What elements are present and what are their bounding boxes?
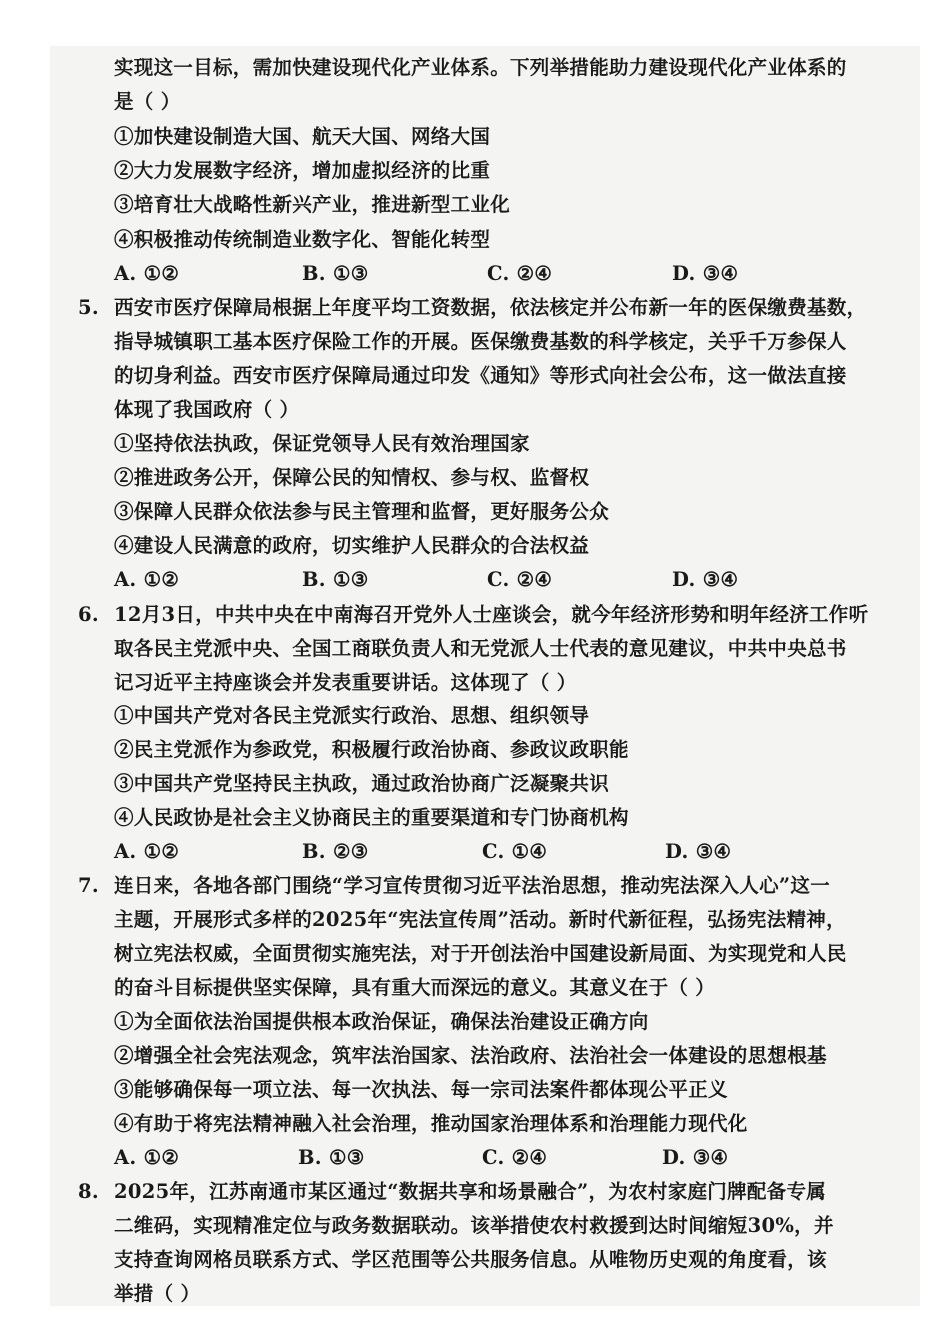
q4-option-a: A. ①② (114, 262, 180, 285)
q5-option-c: C. ②④ (487, 568, 553, 591)
q4-option-b: B. ①③ (302, 262, 369, 285)
q6-number: 6. (78, 603, 99, 626)
q6-option-c: C. ①④ (482, 840, 548, 863)
q5-option-a: A. ①② (114, 568, 180, 591)
q8-number: 8. (78, 1180, 99, 1203)
q7-number: 7. (78, 874, 99, 897)
q5-number: 5. (78, 296, 99, 319)
q4-option-d: D. ③④ (672, 262, 739, 285)
q6-option-a: A. ①② (114, 840, 180, 863)
q7-option-a: A. ①② (114, 1146, 180, 1169)
q7-option-b: B. ①③ (298, 1146, 365, 1169)
q6-option-b: B. ②③ (302, 840, 369, 863)
q4-option-c: C. ②④ (487, 262, 553, 285)
q5-option-d: D. ③④ (672, 568, 739, 591)
q6-option-d: D. ③④ (665, 840, 732, 863)
exam-page: 实现这一目标，需加快建设现代化产业体系。下列举措能助力建设现代化产业体系的 是（ ） ①加快建设制造大国、航天大国、网络大国 ②大力发展数字经济，增加虚拟经济的比重 ③培育壮大战略性新兴产业，推进新型工业化 ④积极推动传统制造业数字化、智能化转型 A. ①② B. ①③ C. ②④ D. ③④ 5. 西安市医疗保障局根据上年度平均工资数据，依法核定并公布新一年的医保缴费基数， 指导城镇职工基本医疗保险工作的开展。医保缴费基数的科学核定，关乎千万参保人 的切身利益。西安市医疗保障局通过印发《通知》等形式向社会公布，这一做法直接 体现了我国政府（ ） ①坚持依法执政，保证党领导人民有效治理国家 ②推进政务公开，保障公民的知情权、参与权、监督权 ③保障人民群众依法参与民主管理和监督，更好服务公众 ④建设人民满意的政府，切实维护人民群众的合法权益 A. ①② B. ①③ C. ②④ D. ③④ 6. 12月3日，中共中央在中南海召开党外人士座谈会，就今年经济形势和明年经济工作听 取各民主党派中央、全国工商联负责人和无党派人士代表的意见建议，中共中央总书 记习近平主持座谈会并发表重要讲话。这体现了（ ） ①中国共产党对各民主党派实行政治、思想、组织领导 ②民主党派作为参政党，积极履行政治协商、参政议政职能 ③中国共产党坚持民主执政，通过政治协商广泛凝聚共识 ④人民政协是社会主义协商民主的重要渠道和专门协商机构 A. ①② B. ②③ C. ①④ D. ③④ 7. 连日来，各地各部门围绕“学习宣传贯彻习近平法治思想，推动宪法深入人心”这一 主题，开展形式多样的2025年“宪法宣传周”活动。新时代新征程，弘扬宪法精神， 树立宪法权威，全面贯彻实施宪法，对于开创法治中国建设新局面、为实现党和人民 的奋斗目标提供坚实保障，具有重大而深远的意义。其意义在于（ ） ①为全面依法治国提供根本政治保证，确保法治建设正确方向 ②增强全社会宪法观念，筑牢法治国家、法治政府、法治社会一体建设的思想根基 ③能够确保每一项立法、每一次执法、每一宗司法案件都体现公平正义 ④有助于将宪法精神融入社会治理，推动国家治理体系和治理能力现代化 A. ①② B. ①③ C. ②④ D. ③④ 8. 2025年，江苏南通市某区通过“数据共享和场景融合”，为农村家庭门牌配备专属 二维码，实现精准定位与政务数据联动。该举措使农村救援到达时间缩短30%，并 支持查询网格员联系方式、学区范围等公共服务信息。从唯物历史观的角度看，该 举措（ ） (50, 46, 920, 1306)
q7-option-d: D. ③④ (662, 1146, 729, 1169)
q7-option-c: C. ②④ (482, 1146, 548, 1169)
q5-option-b: B. ①③ (302, 568, 369, 591)
